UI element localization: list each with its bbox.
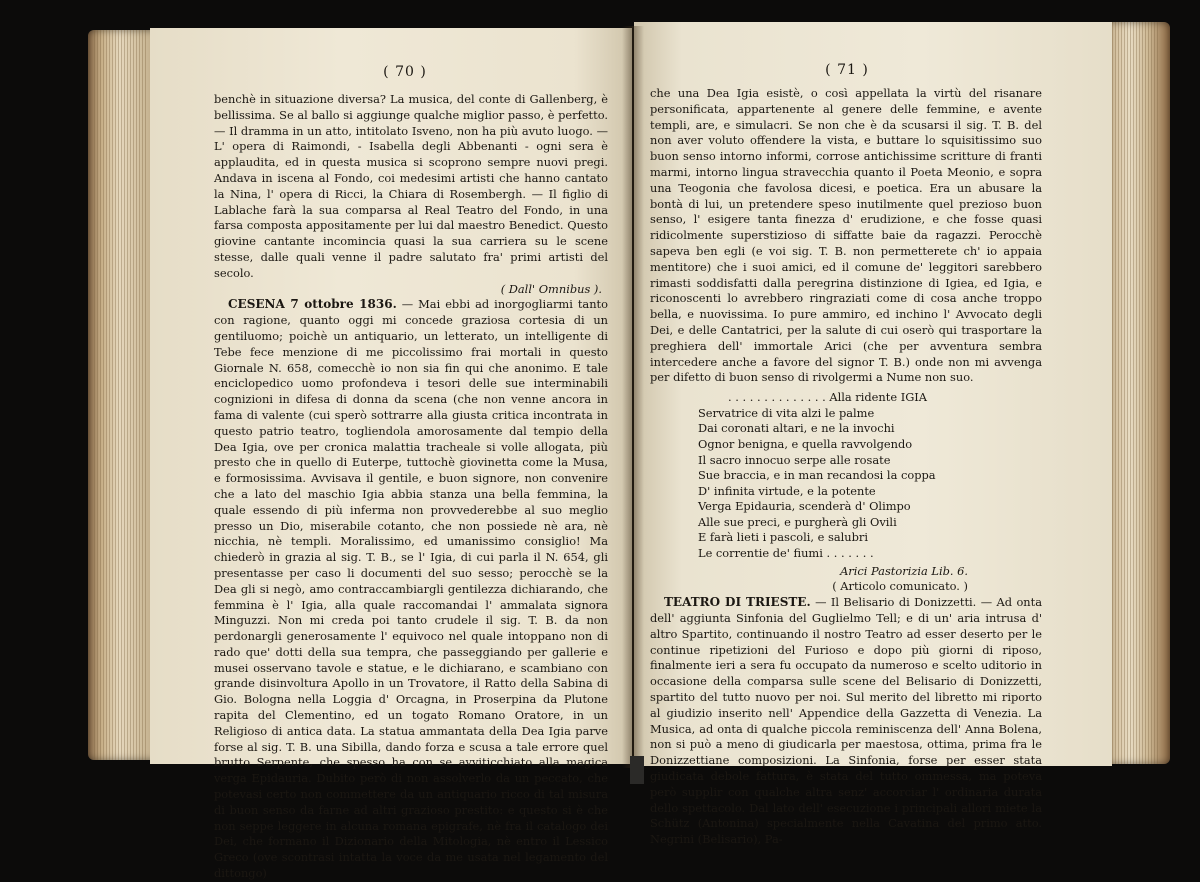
left-paragraph-1: benchè in situazione diversa? La musica, del conte di Gallenberg, è bellissima. Se al ballo si aggiunge qualche miglior passo, è perfetto. — Il dramma in un atto, intitolato Isveno, non ha più avuto luogo. — L' opera di Raimondi, - Isabella degli Abbenanti - ogni sera è applaudita, ed in questa musica si scoprono sempre nuovi pregi. Andava in iscena al Fondo, coi medesimi artisti che hanno cantato la Nina, l' opera di Ricci, la Chiara di Rosembergh. — Il figlio di Lablache farà la sua comparsa al Real Teatro del Fondo, in una farsa composta appositamente per lui dal maestro Benedict. Questo giovine cantante incomincia quasi la sua carriera su le scene stesse, dalle quali venne il padre salutato fra' primi artisti del secolo. [214, 92, 608, 280]
left-page [150, 28, 632, 881]
right-page-edges [1108, 22, 1170, 764]
left-page-text [214, 92, 608, 882]
right-paragraph-2: — Il Belisario di Donizzetti. — Ad onta dell' aggiunta Sinfonia del Guglielmo Tell; e di un' aria intrusa d' altro Spartito, continuando il nostro Teatro ad esser deserto per le continue ripetizioni del Furioso e dopo più giorni di riposo, finalmente ieri a sera fu occupato da numeroso e scelto uditorio in occasione della comparsa sulle scene del Belisario di Donizzetti, spartito del tutto nuovo per noi. Sul merito del libretto mi riporto al giudizio inserito nell' Appendice della Gazzetta di Venezia. La Musica, ad onta di qualche piccola reminiscenza dell' Anna Bolena, non si può a meno di giudicarla per maestosa, ottima, prima fra le Donizzettiane composizioni. La Sinfonia, forse per esser stata giudicata debole fattura, è stata del tutto ommessa, ma poteva però supplir con qualche altra senz' accorciar l' ordinaria durata dello spettacolo. Dal lato dell' esecuzione i principali allori miete la Schütz (Antonina) specialmente nella Cavatina del primo atto. Negrini (Belisario), Pa- [650, 595, 1043, 847]
poem-attribution: Arici Pastorizia Lib. 6. [840, 563, 968, 578]
poem-line: Sue braccia, e in man recandosi la coppa [698, 468, 936, 483]
right-page [634, 22, 1112, 847]
article-note: ( Articolo comunicato. ) [832, 579, 968, 594]
right-heading: TEATRO DI TRIESTE. [664, 595, 811, 610]
left-page-number: ( 70 ) [383, 64, 427, 80]
poem [698, 390, 1042, 562]
bookmark-ribbon [630, 756, 644, 784]
book-gutter [622, 26, 644, 768]
right-page-number: ( 71 ) [825, 62, 869, 78]
left-page-edges [88, 30, 158, 760]
right-paragraph-2-wrap [650, 595, 1042, 848]
poem-line: D' infinita virtude, e la potente [698, 483, 876, 498]
left-heading: CESENA 7 ottobre 1836. [228, 297, 397, 312]
poem-line: . . . . . . . . . . . . . . Alla ridente IGIA [728, 390, 928, 405]
poem-line: Alle sue preci, e purgherà gli Ovili [698, 514, 897, 529]
poem-line: Verga Epidauria, scenderà d' Olimpo [698, 499, 911, 514]
poem-line: Servatrice di vita alzi le palme [698, 405, 875, 420]
poem-line: E farà lieti i pascoli, e salubri [698, 530, 868, 545]
right-page-text [650, 86, 1042, 848]
poem-line: Il sacro innocuo serpe alle rosate [698, 452, 891, 467]
right-paragraph-1: che una Dea Igia esistè, o così appellata la virtù del risanare personificata, appartenente al genere delle femmine, e avente templi, are, e simulacri. Se non che è da scusarsi il sig. T. B. del non aver voluto offendere la vista, e buttare lo squisitissimo suo buon senso intorno informi, corrose antichissime scritture di franti marmi, intorno lingua stravecchia quanto il Poeta Meonio, e sopra una Teogonia che favolosa dicesi, e poetica. Era un abusare la bontà di lui, un pretendere speso inutilmente quel prezioso buon senso, l' esigere tanta finezza d' erudizione, e che fosse quasi ridicolmente superstizioso di siffatte baie da ragazzi. Perocchè sapeva ben egli (e voi sig. T. B. non permetterete ch' io appaia mentitore) che i suoi amici, ed il comune de' leggitori sarebbero rimasti soddisfatti dalla peregrina distinzione di Igiea, ed Igia, e riconoscenti lo avrebbero ringraziati come di cosa anche troppo bella, e nuovissima. Io pure ammiro, ed inchino l' Avvocato degli Dei, e delle Cantatrici, per la salute di cui oserò qui trasportare la preghiera dell' immortale Arici (che per avventura sembra intercedere anche a favore del signor T. B.) onde non mi avvenga per difetto di buon senso di rivolgermi a Nume non suo. [650, 86, 1042, 385]
left-paragraph-2: — Mai ebbi ad inorgogliarmi tanto con ragione, quanto oggi mi concede graziosa cortesia di un gentiluomo; poichè un antiquario, un letterato, un intelligente di Tebe fece menzione di me piccolissimo frai mortali in questo Giornale N. 658, comecchè io non sia fin qui che anonimo. E tale enciclopedico uomo profondeva i tesori delle sue interminabili cognizioni in difesa di donna da scena (che non venne ancora in fama di valente (cui sperò sottrarre alla giusta critica incontrata in questo patrio teatro, togliendola amorosamente dal tempio della Dea Igia, ove per cronica malattia tracheale si volle allogata, più presto che in quello di Euterpe, tuttochè giovinetta come la Musa, e formosissima. Avvisava il gentile, e buon signore, non convenire che a lato del maschio Igia abbia stanza una bella femmina, la quale essendo di più inferma non provvederebbe al suo meglio presso un Dio, miserabile cotanto, che non possiede nè ara, nè nicchia, nè templi. Moralissimo, ed umanissimo consiglio! Ma chiederò in grazia al sig. T. B., se l' Igia, di cui parla il N. 654, gli presentasse per caso li documenti del suo sesso; perocchè se la Dea gli si negò, amo contraccambiargli gentilezza dichiarando, che femmina è l' Igia, alla quale raccomandai l' ammalata signora Minguzzi. Non mi creda poi tanto crudele il sig. T. B. da non perdonargli generosamente l' equivoco nel quale intoppano non di rado que' dotti della sua tempra, che passeggiando per gallerie e musei osservano tavole e statue, e le dichiarano, e scambiano con grande disinvoltura Apollo in un Trovatore, il Ratto della Sabina di Gio. Bologna nella Loggia d' Orcagna, in Proserpina da Plutone rapita del Clementino, ed un togato Romano Oratore, in un Religioso di antica data. La statua ammantata della Dea Igia parve forse al sig. T. B. una Sibilla, dando forza e scusa a tale errore quel brutto Serpente, che spesso ha con se avviticchiato alla magica verga Epidauria. Dubito però di non assolverlo da un peccato, che potevasi certo non commettere da un antiquario ricco di tal misura di buon senso da farne ad altri grazioso prestito: e questo si è che non seppe leggere in alcuna romana epigrafe, nè fra il catalogo dei Dei, che formano il Dizionario della Mitologia, nè entro il Lessico Greco (ove scontrasi intatta la voce da me usata nel legamento del dittongo) [214, 297, 608, 881]
poem-line: Ognor benigna, e quella ravvolgendo [698, 436, 913, 451]
left-signature: ( Dall' Omnibus ). [500, 281, 602, 296]
poem-line: Dai coronati altari, e ne la invochi [698, 421, 895, 436]
left-paragraph-2-wrap [214, 297, 608, 881]
poem-line: Le correntie de' fiumi . . . . . . . [698, 546, 874, 561]
